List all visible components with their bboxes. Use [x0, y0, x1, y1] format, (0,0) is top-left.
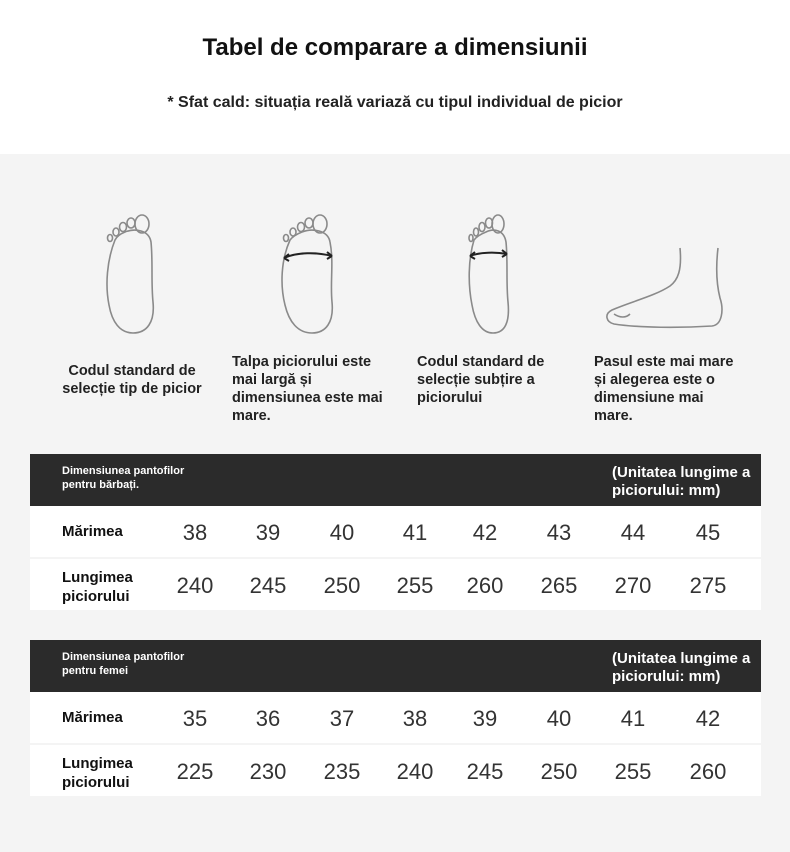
wide-foot-icon — [272, 210, 352, 340]
women-size-cell: 39 — [472, 706, 498, 731]
men-size-cell: 43 — [546, 520, 572, 545]
men-size-cell: 44 — [620, 520, 646, 545]
foot-caption-normal: Codul standard de selecție tip de picior — [62, 363, 202, 397]
men-length-cell: 255 — [396, 573, 434, 598]
men-size-cell: 42 — [472, 520, 498, 545]
women-length-cell: 235 — [323, 759, 361, 784]
men-size-cell: 38 — [182, 520, 208, 545]
men-size-cell: 41 — [402, 520, 428, 545]
high-instep-foot-icon — [600, 210, 730, 340]
women-table-header — [30, 640, 761, 692]
women-size-cell: 36 — [255, 706, 281, 731]
women-size-cell: 35 — [182, 706, 208, 731]
women-header-unit: (Unitatea lungime a piciorului: mm) — [612, 650, 751, 685]
women-size-table — [30, 640, 761, 796]
women-size-row — [30, 692, 761, 743]
foot-caption-narrow: Codul standard de selecție subțire a piciorului — [417, 354, 545, 406]
women-size-cell: 40 — [546, 706, 572, 731]
men-size-label: Mărimea — [62, 523, 123, 540]
men-size-row — [30, 506, 761, 557]
women-size-cell: 38 — [402, 706, 428, 731]
men-header-title: Dimensiunea pantofilor pentru bărbați. — [62, 465, 185, 491]
men-length-cell: 250 — [323, 573, 361, 598]
men-length-cell: 265 — [540, 573, 578, 598]
men-header-unit: (Unitatea lungime a piciorului: mm) — [612, 464, 751, 499]
page-title: Tabel de comparare a dimensiunii — [202, 34, 588, 61]
women-size-cell: 41 — [620, 706, 646, 731]
women-size-cell: 42 — [695, 706, 721, 731]
women-length-cell: 250 — [540, 759, 578, 784]
men-length-row — [30, 559, 761, 610]
women-length-cell: 225 — [176, 759, 214, 784]
men-length-label: Lungimea piciorului — [62, 569, 133, 605]
men-length-cell: 275 — [689, 573, 727, 598]
men-table-header — [30, 454, 761, 506]
narrow-foot-icon — [458, 210, 538, 340]
men-size-cell: 45 — [695, 520, 721, 545]
women-length-cell: 245 — [466, 759, 504, 784]
men-size-table — [30, 454, 761, 610]
normal-foot-icon — [95, 210, 175, 340]
women-length-cell: 240 — [396, 759, 434, 784]
men-length-cell: 270 — [614, 573, 652, 598]
women-length-cell: 230 — [249, 759, 287, 784]
women-size-cell: 37 — [329, 706, 355, 731]
women-header-title: Dimensiunea pantofilor pentru femei — [62, 651, 185, 677]
women-length-label: Lungimea piciorului — [62, 755, 133, 791]
women-size-label: Mărimea — [62, 709, 123, 726]
men-length-cell: 260 — [466, 573, 504, 598]
men-size-cell: 39 — [255, 520, 281, 545]
foot-caption-wide: Talpa piciorului este mai largă și dimensiunea este mai mare. — [232, 354, 383, 424]
men-length-cell: 245 — [249, 573, 287, 598]
women-length-row — [30, 745, 761, 796]
men-length-cell: 240 — [176, 573, 214, 598]
women-length-cell: 255 — [614, 759, 652, 784]
tip-text: * Sfat cald: situația reală variază cu tipul individual de picior — [167, 94, 623, 111]
foot-caption-high-instep: Pasul este mai mare și alegerea este o dimensiune mai mare. — [594, 354, 734, 424]
women-length-cell: 260 — [689, 759, 727, 784]
men-size-cell: 40 — [329, 520, 355, 545]
